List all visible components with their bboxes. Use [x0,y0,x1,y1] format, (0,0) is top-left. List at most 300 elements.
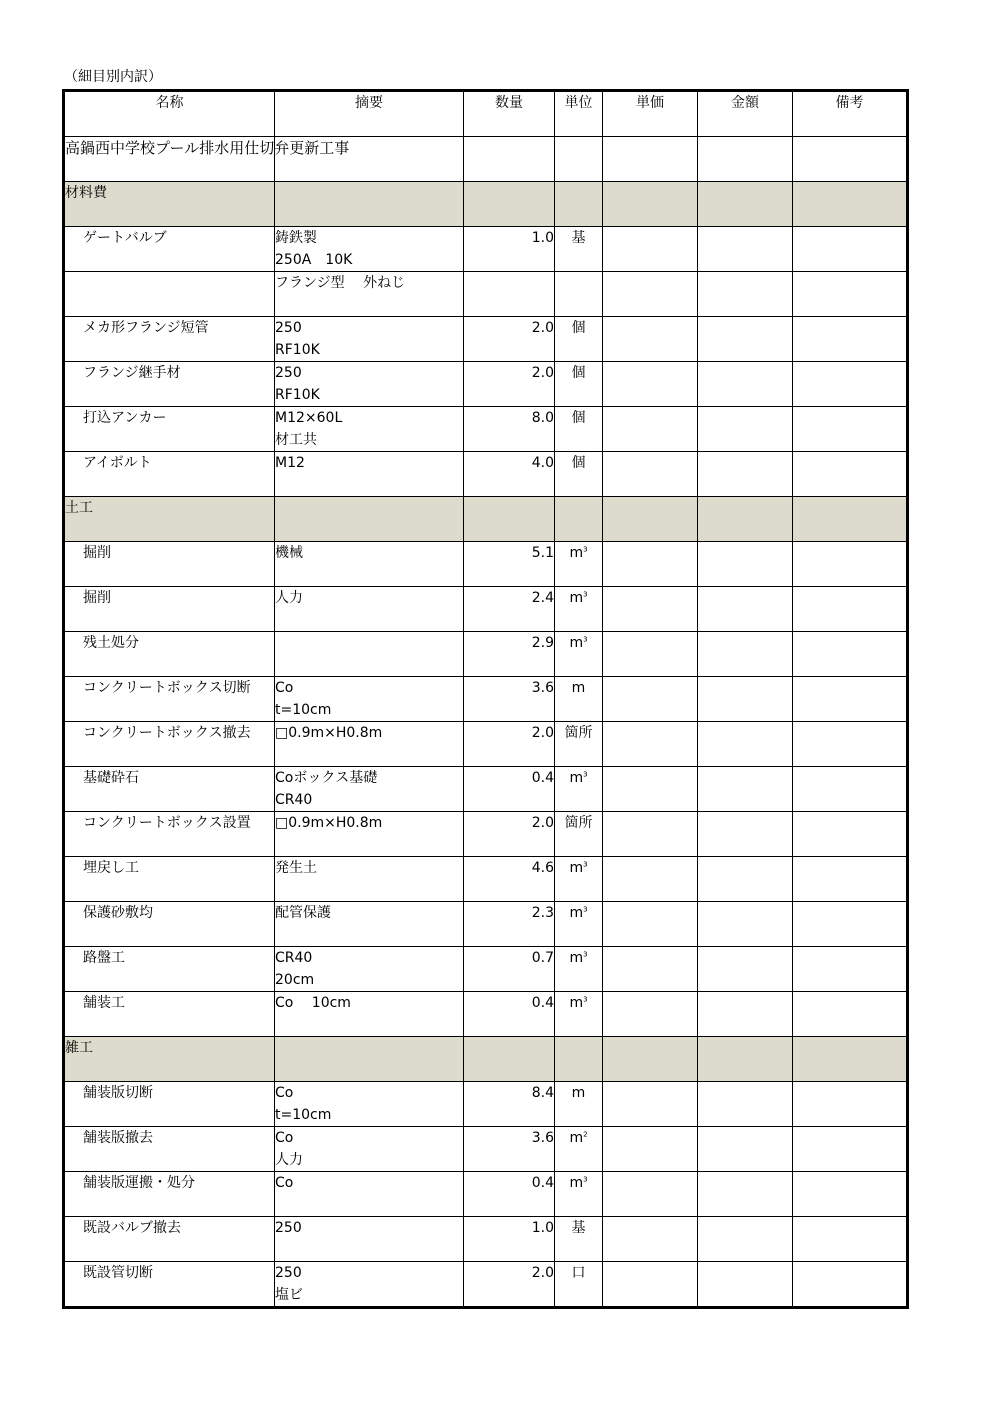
cell-name [64,452,275,497]
header-amount: 金額 [698,91,793,137]
unit-value [555,1127,602,1149]
unit-exponent: 3 [583,1175,588,1184]
table-row [64,452,908,497]
unit-value [555,1262,602,1284]
cell-unit-price [603,227,698,272]
cell-amount [698,947,793,992]
unit-text: m [571,680,586,696]
quantity-value: 4.6 [531,860,554,876]
cell-unit [555,947,603,992]
quantity-value [464,182,554,204]
summary-line-1: 発生土 [275,860,317,876]
quantity-value [464,497,554,519]
item-name: メカ形フランジ短管 [83,320,209,336]
cell-amount [698,137,793,182]
cell-name [64,812,275,857]
cell-name [64,1037,275,1082]
cell-summary [275,452,464,497]
summary-line-2: RF10K [275,342,320,358]
cell-summary [275,1082,464,1127]
summary-line-2: 20cm [275,972,315,988]
cell-quantity [464,407,555,452]
summary-line-1: 配管保護 [275,905,331,921]
item-name: 基礎砕石 [83,770,139,786]
cell-unit [555,1262,603,1308]
table-row [64,407,908,452]
cell-remarks [793,587,908,632]
summary-line-2: 材工共 [275,432,317,448]
cell-name [64,317,275,362]
unit-exponent: 3 [583,770,588,779]
unit-text: 基 [571,1220,586,1236]
unit-value [555,452,602,474]
summary-line-2: t=10cm [275,702,332,718]
cell-quantity [464,1172,555,1217]
cell-unit [555,767,603,812]
cell-name [64,1262,275,1308]
cell-remarks [793,767,908,812]
cell-amount [698,182,793,227]
cell-quantity [464,722,555,767]
unit-text: m [569,905,584,921]
summary-line-2 [275,1239,463,1261]
summary-line-1: 250 [275,1220,302,1236]
cell-name [64,587,275,632]
unit-text: m [569,590,584,606]
table-row [64,362,908,407]
cell-summary [275,497,464,542]
cell-unit-price [603,632,698,677]
table-row [64,632,908,677]
section-row [64,182,908,227]
cell-amount [698,1082,793,1127]
cell-unit-price [603,947,698,992]
cell-name [64,137,350,182]
summary-line-1: □0.9m×H0.8m [275,725,383,741]
unit-text: m [571,1085,586,1101]
cell-unit [555,227,603,272]
cell-unit [555,452,603,497]
document-caption: （細目別内訳） [64,69,162,85]
cell-quantity [464,1217,555,1262]
unit-exponent: 3 [583,995,588,1004]
quantity-value: 1.0 [531,230,554,246]
cell-remarks [793,182,908,227]
cell-amount [698,542,793,587]
cell-amount [698,677,793,722]
cell-summary [275,587,464,632]
cell-amount [698,812,793,857]
cell-unit-price [603,1082,698,1127]
cell-name [64,227,275,272]
unit-value [555,362,602,384]
cell-unit [555,1037,603,1082]
table-row [64,542,908,587]
cell-summary [275,722,464,767]
unit-exponent: 3 [583,905,588,914]
table-row [64,857,908,902]
cell-summary [275,857,464,902]
cell-quantity [464,182,555,227]
quantity-value: 2.0 [531,365,554,381]
cell-unit-price [603,407,698,452]
summary-line-1: 250 [275,1265,302,1281]
cell-remarks [793,947,908,992]
cell-unit-price [603,902,698,947]
item-name: コンクリートボックス設置 [83,815,251,831]
cell-summary [275,767,464,812]
quantity-value [464,137,554,159]
cell-amount [698,362,793,407]
cell-quantity [464,272,555,317]
cell-unit-price [603,857,698,902]
title-row [64,137,908,182]
cell-remarks [793,1262,908,1308]
table-row [64,902,908,947]
unit-value [555,182,602,204]
unit-text: 口 [571,1265,586,1281]
cell-amount [698,317,793,362]
unit-value [555,947,602,969]
header-row [64,91,908,137]
item-name: 既設管切断 [83,1265,153,1281]
cell-summary [275,407,464,452]
item-name: フランジ継手材 [83,365,181,381]
cell-name [64,677,275,722]
cell-amount [698,227,793,272]
cell-summary [275,812,464,857]
cell-unit-price [603,767,698,812]
cell-remarks [793,227,908,272]
summary-line-1: Co [275,1130,294,1146]
cell-summary [275,677,464,722]
quantity-value: 2.9 [531,635,554,651]
summary-line-2 [275,879,463,901]
cell-quantity [464,812,555,857]
summary-line-2 [275,204,463,226]
table-row [64,1217,908,1262]
cell-amount [698,902,793,947]
header-unit-price: 単価 [603,91,698,137]
item-name: 路盤工 [83,950,125,966]
cell-remarks [793,452,908,497]
unit-value [555,767,602,789]
cell-amount [698,452,793,497]
item-name: 高鍋西中学校プール排水用仕切弁更新工事 [65,139,350,157]
table-row [64,722,908,767]
cell-remarks [793,992,908,1037]
unit-value [555,812,602,834]
quantity-value: 2.0 [531,320,554,336]
quantity-value [464,272,554,294]
summary-line-2 [275,294,463,316]
summary-line-1: 250 [275,320,302,336]
unit-value [555,317,602,339]
summary-line-1: CR40 [275,950,313,966]
cell-quantity [464,857,555,902]
cell-unit-price [603,137,698,182]
quantity-value: 0.7 [531,950,554,966]
cell-unit [555,407,603,452]
cell-remarks [793,497,908,542]
item-name: 掘削 [83,545,111,561]
summary-line-1 [275,497,463,519]
cell-name [64,857,275,902]
cell-name [64,902,275,947]
summary-line-2 [275,1059,463,1081]
cell-summary [275,227,464,272]
quantity-value: 4.0 [531,455,554,471]
unit-text: m [569,1130,584,1146]
cell-unit-price [603,1037,698,1082]
cell-amount [698,1217,793,1262]
summary-line-1: 鋳鉄製 [275,230,317,246]
cell-unit [555,587,603,632]
header-summary: 摘要 [275,91,464,137]
cell-remarks [793,632,908,677]
quantity-value: 8.0 [531,410,554,426]
cell-name [64,992,275,1037]
cell-unit [555,857,603,902]
cell-amount [698,1172,793,1217]
cell-unit-price [603,452,698,497]
cell-remarks [793,1217,908,1262]
unit-value [555,677,602,699]
summary-line-1: Co [275,1085,294,1101]
cell-summary [275,1217,464,1262]
cell-remarks [793,677,908,722]
item-name: 舗装工 [83,995,125,1011]
summary-line-2: RF10K [275,387,320,403]
cell-remarks [793,1127,908,1172]
quantity-value [464,1037,554,1059]
cell-remarks [793,542,908,587]
unit-text: m [569,635,584,651]
cell-remarks [793,812,908,857]
quantity-value: 0.4 [531,770,554,786]
cell-name [64,272,275,317]
quantity-value: 2.3 [531,905,554,921]
item-name: 舗装版撤去 [83,1130,153,1146]
cell-summary [275,317,464,362]
summary-line-2 [275,924,463,946]
cell-name [64,497,275,542]
item-name: ゲートバルブ [83,230,167,246]
table-row [64,272,908,317]
cell-name [64,407,275,452]
table-row [64,947,908,992]
cell-unit-price [603,1217,698,1262]
cell-summary [275,542,464,587]
table-row [64,1082,908,1127]
quantity-value: 8.4 [531,1085,554,1101]
cell-unit [555,1127,603,1172]
unit-value [555,1172,602,1194]
cell-remarks [793,1082,908,1127]
unit-text: m [569,950,584,966]
cell-summary [275,272,464,317]
unit-exponent: 3 [583,950,588,959]
unit-value [555,1217,602,1239]
unit-exponent: 2 [583,1130,588,1139]
cell-quantity [464,1262,555,1308]
unit-exponent: 3 [583,545,588,554]
cell-unit [555,812,603,857]
unit-value [555,857,602,879]
cell-quantity [464,1037,555,1082]
cell-summary [275,1037,464,1082]
summary-line-2: 塩ビ [275,1287,303,1303]
item-name: 舗装版運搬・処分 [83,1175,195,1191]
summary-line-1: M12 [275,455,305,471]
table-row [64,992,908,1037]
cell-unit-price [603,1262,698,1308]
unit-value [555,272,602,294]
table-row [64,767,908,812]
summary-line-2 [275,474,463,496]
cell-name [64,632,275,677]
summary-line-1: Co 10cm [275,995,351,1011]
cell-summary [275,902,464,947]
cell-unit [555,677,603,722]
unit-text: 基 [571,230,586,246]
table-row [64,1127,908,1172]
quantity-value: 5.1 [531,545,554,561]
cell-amount [698,992,793,1037]
cell-summary [275,992,464,1037]
unit-value [555,1082,602,1104]
quantity-value: 2.4 [531,590,554,606]
cell-unit-price [603,587,698,632]
cell-summary [275,632,464,677]
cell-remarks [793,317,908,362]
cell-quantity [464,542,555,587]
summary-line-2 [275,159,463,181]
cell-amount [698,272,793,317]
cell-unit-price [603,497,698,542]
cell-remarks [793,362,908,407]
cell-name [64,722,275,767]
cell-quantity [464,947,555,992]
cell-unit [555,542,603,587]
summary-line-1 [275,182,463,204]
cell-unit-price [603,677,698,722]
cell-unit-price [603,317,698,362]
cell-remarks [793,722,908,767]
cell-summary [275,1127,464,1172]
unit-text: 個 [571,410,586,426]
summary-line-2 [275,1014,463,1036]
unit-value [555,227,602,249]
summary-line-2 [275,744,463,766]
cell-quantity [464,137,555,182]
unit-text: 個 [571,455,586,471]
header-name: 名称 [64,91,275,137]
cell-name [64,1172,275,1217]
table-row [64,1172,908,1217]
unit-value [555,722,602,744]
quantity-value: 3.6 [531,1130,554,1146]
cell-unit [555,362,603,407]
cell-quantity [464,677,555,722]
cell-summary [275,182,464,227]
item-name: 埋戻し工 [83,860,139,876]
cell-quantity [464,452,555,497]
summary-line-2 [275,519,463,541]
unit-value [555,407,602,429]
unit-value [555,632,602,654]
summary-line-1: □0.9m×H0.8m [275,815,383,831]
summary-line-1: Coボックス基礎 [275,770,378,786]
section-row [64,1037,908,1082]
item-name: アイボルト [83,455,152,471]
cell-remarks [793,137,908,182]
table-row [64,812,908,857]
summary-line-2 [275,834,463,856]
cell-unit [555,272,603,317]
cell-amount [698,587,793,632]
unit-text: m [569,545,584,561]
unit-exponent: 3 [583,635,588,644]
cell-quantity [464,902,555,947]
cell-quantity [464,362,555,407]
unit-value [555,992,602,1014]
summary-line-2 [275,654,463,676]
unit-text: 箇所 [564,725,593,741]
cell-summary [275,362,464,407]
quantity-value: 0.4 [531,995,554,1011]
summary-line-1: Co [275,680,294,696]
cell-amount [698,632,793,677]
item-name: 雑工 [65,1040,93,1056]
summary-line-2: 人力 [275,1152,303,1168]
summary-line-1: 人力 [275,590,303,606]
cell-unit-price [603,542,698,587]
summary-line-1: M12×60L [275,410,343,426]
cell-remarks [793,1172,908,1217]
item-name: 既設バルブ撤去 [83,1220,181,1236]
cell-name [64,767,275,812]
unit-value [555,137,602,159]
summary-line-2: 250A 10K [275,252,353,268]
unit-value [555,1037,602,1059]
unit-text: m [569,860,584,876]
quantity-value: 1.0 [531,1220,554,1236]
cell-amount [698,1037,793,1082]
cell-quantity [464,992,555,1037]
unit-text: m [569,995,584,1011]
cell-quantity [464,227,555,272]
table-body [64,137,908,1308]
unit-text: 箇所 [564,815,593,831]
table-row [64,587,908,632]
cell-remarks [793,857,908,902]
cell-remarks [793,407,908,452]
cell-name [64,362,275,407]
cell-amount [698,497,793,542]
cell-amount [698,857,793,902]
header-unit: 単位 [555,91,603,137]
cell-remarks [793,1037,908,1082]
cell-quantity [464,767,555,812]
cell-quantity [464,632,555,677]
cell-name [64,1127,275,1172]
unit-text: m [569,770,584,786]
cell-unit [555,902,603,947]
summary-line-1: フランジ型 外ねじ [275,275,406,291]
summary-line-1 [275,1037,463,1059]
header-quantity: 数量 [464,91,555,137]
